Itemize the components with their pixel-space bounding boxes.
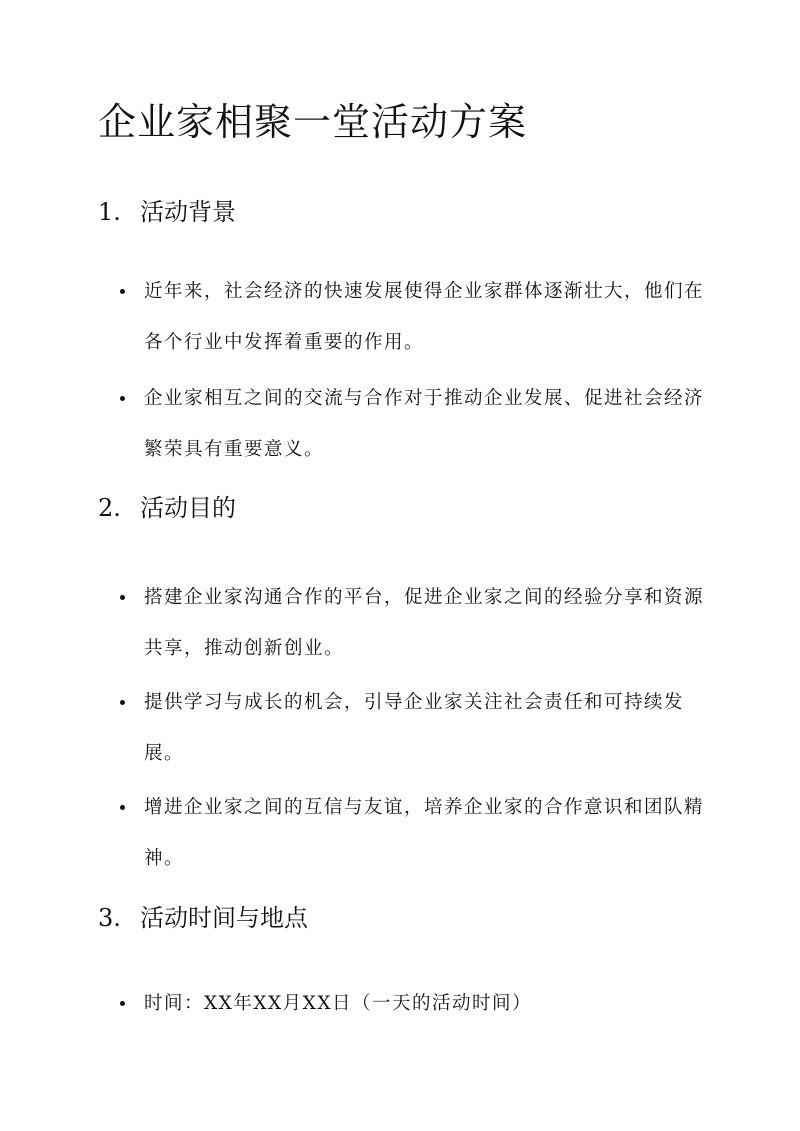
- document-title: 企业家相聚一堂活动方案: [98, 100, 528, 144]
- list-item: [98, 978, 708, 1029]
- list-item-text: 企业家相互之间的交流与合作对于推动企业发展、促进社会经济繁荣具有重要意义。: [144, 388, 705, 460]
- section-purpose: [98, 488, 708, 884]
- list-item: [98, 373, 708, 475]
- bullet-list: [98, 572, 708, 884]
- section-number: 2.: [98, 494, 121, 522]
- bullet-icon: [120, 396, 125, 401]
- section-heading: [98, 898, 708, 938]
- section-number: 3.: [98, 904, 121, 932]
- section-heading: [98, 192, 708, 232]
- section-title: 活动时间与地点: [140, 904, 308, 932]
- section-time-and-place: [98, 898, 708, 1029]
- list-item: [98, 782, 708, 884]
- section-number: 1.: [98, 198, 121, 226]
- list-item: [98, 572, 708, 674]
- bullet-icon: [120, 805, 125, 810]
- list-item-text: 搭建企业家沟通合作的平台，促进企业家之间的经验分享和资源共享，推动创新创业。: [144, 587, 705, 659]
- bullet-icon: [120, 289, 125, 294]
- section-title: 活动背景: [140, 198, 236, 226]
- list-item-text: 增进企业家之间的互信与友谊，培养企业家的合作意识和团队精神。: [144, 797, 705, 869]
- bullet-list: [98, 266, 708, 475]
- list-item: [98, 677, 708, 779]
- list-item: [98, 266, 708, 368]
- list-item-text: 时间：XX年XX月XX日（一天的活动时间）: [144, 993, 533, 1014]
- list-item-text: 提供学习与成长的机会，引导企业家关注社会责任和可持续发展。: [144, 692, 685, 764]
- section-background: [98, 192, 708, 475]
- bullet-icon: [120, 700, 125, 705]
- bullet-list: [98, 978, 708, 1029]
- section-heading: [98, 488, 708, 528]
- list-item-text: 近年来，社会经济的快速发展使得企业家群体逐渐壮大，他们在各个行业中发挥着重要的作用。: [144, 281, 705, 353]
- bullet-icon: [120, 1001, 125, 1006]
- section-title: 活动目的: [140, 494, 236, 522]
- bullet-icon: [120, 595, 125, 600]
